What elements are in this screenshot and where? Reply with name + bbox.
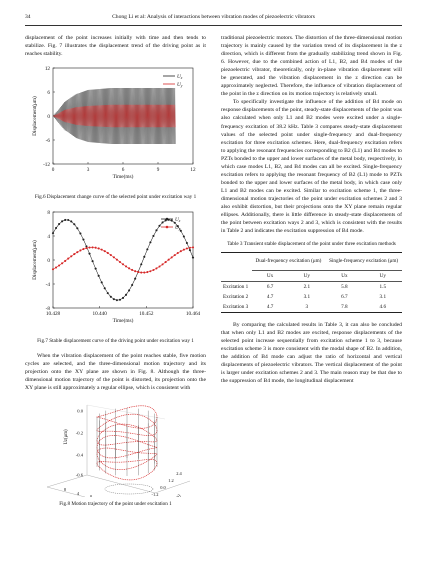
table-cell: 2.1: [288, 281, 325, 292]
table-cell: 5.8: [325, 281, 363, 292]
series-ux-point: [67, 219, 69, 221]
series-ux-point: [113, 298, 115, 300]
figure-8-chart: [25, 397, 206, 497]
x-axis-label: Time(ms): [112, 174, 134, 181]
x-tick-label: [102, 496, 106, 497]
series-uy-point: [88, 246, 90, 248]
series-uy-point: [70, 255, 72, 257]
z-tick-label: -0.6: [75, 472, 83, 478]
series-uy-point: [131, 269, 133, 271]
series-uy-point: [67, 258, 69, 260]
figure-7-chart: [25, 206, 206, 334]
series-uy-point: [92, 246, 94, 248]
x-tick-label: 10.464: [185, 310, 201, 317]
x-tick-label: 10.428: [45, 310, 61, 317]
series-ux-point: [146, 248, 148, 250]
figure-8: [25, 397, 206, 508]
series-ux-point: [61, 220, 63, 222]
series-uy-point: [143, 271, 145, 273]
series-ux-point: [128, 289, 130, 291]
legend-marker: [166, 218, 169, 221]
figure-7: [25, 206, 206, 345]
series-uy-point: [189, 247, 191, 249]
running-title: Chong Li et al: Analysis of interactions between vibration modes of piezoelectric vibrators: [112, 14, 315, 20]
table-cell: 4.7: [252, 302, 289, 313]
series-ux-point: [131, 284, 133, 286]
right-paragraph-2: To specifically investigate the influence of the addition of B4 mode on response displacements of the point, steady-state displacements of the point was also calculated when only L1 and B2 modes were excited under a single-frequency excitation of 38.2 kHz. Table 3 compares steady-state displacement values of the selected point under single-frequency and dual-frequency excitation for three excitation schemes. Here, dual-frequency excitation refers to applying the resonant frequencies corresponding to B2 (L1) and B4 modes to PZTs bonded to the upper and lower surfaces of the metal body, respectively, in which case modes L1, B2, and B4 modes can all be excited. Single-frequency excitation refers to applying the resonant frequency of B2 (L1) mode to PZTs bonded to the upper and lower surfaces of the metal body, in which case only L1 and B2 modes can be excited. Similar to excitation scheme 1, the three-dimensional motion trajectories of the point under excitation schemes 2 and 3 also exhibit distortion, but their projections onto the XY plane remain regular ellipses. Additionally, there is little difference in steady-state displacements of the point between excitation ways 2 and 3, which is consistent with the results in Table 2 and indicates the excitation suppression of B4 mode.: [221, 99, 402, 235]
series-uy-point: [61, 262, 63, 264]
series-ux-point: [64, 219, 66, 221]
series-uy-point: [73, 253, 75, 255]
table-cell: 3: [288, 302, 325, 313]
figure-6-caption: Fig.6 Displacement change curve of the selected point under excitation way 1: [34, 194, 197, 201]
series-uy-point: [192, 246, 194, 248]
series-uy-point: [58, 264, 60, 266]
legend-marker: [166, 226, 169, 229]
table-3-corner: [221, 252, 252, 270]
z-tick-label: -0.4: [75, 452, 83, 458]
series-uy-point: [85, 247, 87, 249]
series-ux-point: [110, 296, 112, 298]
series-uy-point: [137, 271, 139, 273]
series-uy-line: [53, 247, 193, 272]
y-axis-label: Displacement(μm): [32, 240, 38, 280]
series-uy-point: [152, 269, 154, 271]
series-uy-point: [107, 252, 109, 254]
table-cell: 3.1: [379, 293, 387, 300]
series-uy-point: [134, 270, 136, 272]
series-uy-point: [98, 247, 100, 249]
series-ux-point: [125, 294, 127, 296]
series-uy-point: [119, 261, 121, 263]
series-uy-point: [155, 267, 157, 269]
series-uy-point: [79, 249, 81, 251]
series-ux-point: [95, 268, 97, 270]
series-uy-point: [128, 267, 130, 269]
series-ux-point: [134, 278, 136, 280]
series-uy-point: [113, 256, 115, 258]
y-axis-label: Displacement(μm): [32, 96, 38, 136]
y-tick-label: -6: [45, 137, 50, 144]
series-uy-point: [64, 260, 66, 262]
table-cell: 4.6: [364, 302, 402, 313]
table-3-caption: Table 3 Transient stable displacement of the point under three excitation methods: [227, 241, 396, 248]
series-uy-point: [171, 256, 173, 258]
series-ux-point: [52, 232, 54, 234]
series-uy-point: [95, 247, 97, 249]
legend-label: $U_x$: [175, 216, 181, 223]
series-ux-point: [149, 241, 151, 243]
figure-7-caption: Fig.7 Stable displacement curve of the driving point under excitation way 1: [37, 338, 194, 345]
series-uy-point: [52, 268, 54, 270]
series-uy-point: [140, 271, 142, 273]
x-tick-label: 10.440: [92, 310, 107, 317]
series-uy-point: [101, 249, 103, 251]
series-ux-line: [53, 220, 193, 300]
x-tick-label: 8: [63, 487, 67, 493]
series-uy-point: [55, 266, 57, 268]
series-uy-point: [146, 271, 148, 273]
series-ux-point: [104, 287, 106, 289]
table-3-subhead: Uy: [364, 270, 402, 281]
left-column: [25, 34, 206, 508]
series-ux-point: [76, 227, 78, 229]
y-tick-label: 0: [47, 113, 50, 120]
series-uy-point: [110, 254, 112, 256]
series-uy-point: [162, 263, 164, 265]
z-tick-label: -0.2: [75, 430, 83, 436]
table-cell: 6.7: [341, 293, 348, 300]
y-tick-label: -12: [43, 161, 50, 168]
series-uy-point: [125, 265, 127, 267]
legend-label: $U_y$: [175, 224, 181, 231]
series-uy-point: [82, 248, 84, 250]
series-uy-point: [104, 250, 106, 252]
series-ux-point: [189, 249, 191, 251]
series-ux-point: [155, 229, 157, 231]
series-uy-point: [149, 270, 151, 272]
y-axis-label: [167, 494, 182, 497]
series-uy-point: [183, 249, 185, 251]
left-paragraph-2: When the vibration displacement of the point reaches stable, five motion cycles are selected, and the three-dimensional motion trajectory and its projection onto the XY plane are shown in Fig. 8. Although the three-dimensional motion trajectory of the point is distorted, its projection onto the XY plane is still approximately a regular ellipse, which is consistent with: [25, 352, 206, 392]
series-ux-point: [58, 223, 60, 225]
series-ux-point: [101, 281, 103, 283]
table-row: [221, 302, 402, 313]
table-3-row-label: Excitation 3: [221, 302, 252, 313]
series-ux-point: [73, 223, 75, 225]
series-ux-point: [92, 260, 94, 262]
x-tick-label: 0: [89, 494, 93, 498]
table-cell: 7.8: [325, 302, 363, 313]
figure-6-chart: [25, 62, 206, 190]
table-3-row-label: Excitation 2: [223, 293, 249, 300]
table-cell: 6.7: [252, 281, 289, 292]
x-tick-label: 4: [76, 491, 80, 497]
y-tick-label: 2.4: [176, 471, 182, 477]
y-tick-label: 12: [44, 65, 50, 72]
table-row: [221, 292, 402, 302]
x-tick-label: 0: [51, 167, 55, 174]
x-tick-label: 3: [86, 167, 90, 174]
z-axis-label: Uz(μm): [64, 429, 69, 445]
right-column: [221, 34, 402, 385]
series-uy-point: [165, 261, 167, 263]
xy-projection: [105, 484, 153, 494]
z-tick-label: 0.0: [77, 408, 83, 414]
series-ux-point: [162, 221, 164, 223]
series-ux-point: [140, 263, 142, 265]
y-tick-label: 0: [47, 257, 50, 264]
series-uy-point: [180, 250, 182, 252]
y-tick-label: 8: [47, 209, 50, 216]
series-ux-point: [186, 242, 188, 244]
series-ux-point: [171, 220, 173, 222]
series-ux-point: [183, 235, 185, 237]
series-ux-point: [88, 253, 90, 255]
x-tick-label: 9: [156, 167, 160, 174]
series-ux-point: [122, 297, 124, 299]
figure-6: [25, 62, 206, 201]
table-3: [221, 252, 402, 313]
legend-label: $U_x$: [177, 73, 183, 81]
page-number: 34: [25, 14, 31, 20]
series-ux-point: [143, 256, 145, 258]
series-uy-point: [76, 251, 78, 253]
table-3-subhead: Ux: [325, 270, 363, 281]
x-tick-label: 12: [190, 167, 196, 174]
y-tick-label: 0.0: [160, 485, 166, 491]
table-3-group-dual: Dual-frequency excitation (μm): [252, 252, 325, 270]
y-tick-label: -1.2: [151, 492, 159, 498]
series-uy-point: [168, 259, 170, 261]
table-cell: 4.7: [266, 293, 274, 300]
table-3-group-single: Single-frequency excitation (μm): [325, 252, 402, 270]
series-ux-point: [70, 220, 72, 222]
series-ux-point: [98, 275, 100, 277]
series-ux-point: [82, 238, 84, 240]
series-uy-point: [116, 259, 118, 261]
table-cell: 1.5: [364, 281, 402, 292]
page-header: [25, 14, 402, 22]
y-tick-label: 1.2: [168, 478, 174, 484]
x-axis-label: Time(ms): [112, 317, 134, 324]
series-ux-point: [116, 299, 118, 301]
x-axis: [87, 475, 155, 493]
plot-frame: [53, 212, 193, 308]
table-cell: 3.1: [303, 293, 311, 300]
right-paragraph-1: traditional piezoelectric motors. The distortion of the three-dimensional motion trajectory is mainly caused by the variation trend of its displacement in the z direction, which is different from the gradually stabilizing trend shown in Fig. 6. However, due to the combined action of L1, B2, and B4 modes of the piezoelectric vibrator, theoretically, only in-plane vibration displacement will be generated, and the vibration displacement in the z direction can be approximately neglected. Therefore, the influence of vibration displacement of the point in the z direction on its motion trajectory is relatively small.: [221, 35, 402, 98]
y-tick-label: 4: [47, 233, 50, 240]
series-ux-point: [107, 292, 109, 294]
x-tick-label: 10.452: [139, 310, 154, 317]
y-tick-label: 6: [47, 89, 50, 96]
series-uy-point: [177, 252, 179, 254]
series-uy-point: [186, 247, 188, 249]
right-paragraph-3: By comparing the calculated results in Table 3, it can also be concluded that when only L1 and B2 modes are excited, response displacements of the selected point increase sequentially from excitation scheme 1 to 3, because excitation scheme 3 is more consistent with the modal shape of B2. In addition, the addition of B4 mode can adjust the ratio of horizontal and vertical displacements of piezoelectric vibrators. The vertical displacement of the point is larger under excitation schemes 2 and 3. The main reason may be that due to the suppression of B4 mode, the longitudinal displacement: [221, 321, 402, 385]
series-ux-point: [192, 257, 194, 259]
series-ux-point: [158, 225, 160, 227]
table-row: [221, 281, 402, 292]
y-tick-label: -8: [45, 305, 50, 312]
series-ux-point: [119, 299, 121, 301]
series-uy-point: [174, 254, 176, 256]
table-3-subhead: Ux: [252, 270, 289, 281]
table-3-subhead: Uy: [288, 270, 325, 281]
series-ux-point: [152, 235, 154, 237]
table-3-row-label: Excitation 1: [221, 281, 252, 292]
x-tick-label: 6: [121, 167, 125, 174]
series-uy-point: [158, 265, 160, 267]
series-uy-point: [122, 263, 124, 265]
series-ux-point: [55, 227, 57, 229]
y-tick-label: -4: [45, 281, 50, 288]
figure-8-caption: Fig.8 Motion trajectory of the point under excitation 1: [59, 501, 172, 508]
header-rule: [25, 25, 402, 26]
series-ux-point: [79, 232, 81, 234]
legend-label: $U_y$: [177, 81, 183, 89]
left-paragraph-1: displacement of the point increases initially with time and then tends to stabilize. Fig. 7 illustrates the displacement trend of the driving point as it reaches stability.: [25, 35, 206, 58]
